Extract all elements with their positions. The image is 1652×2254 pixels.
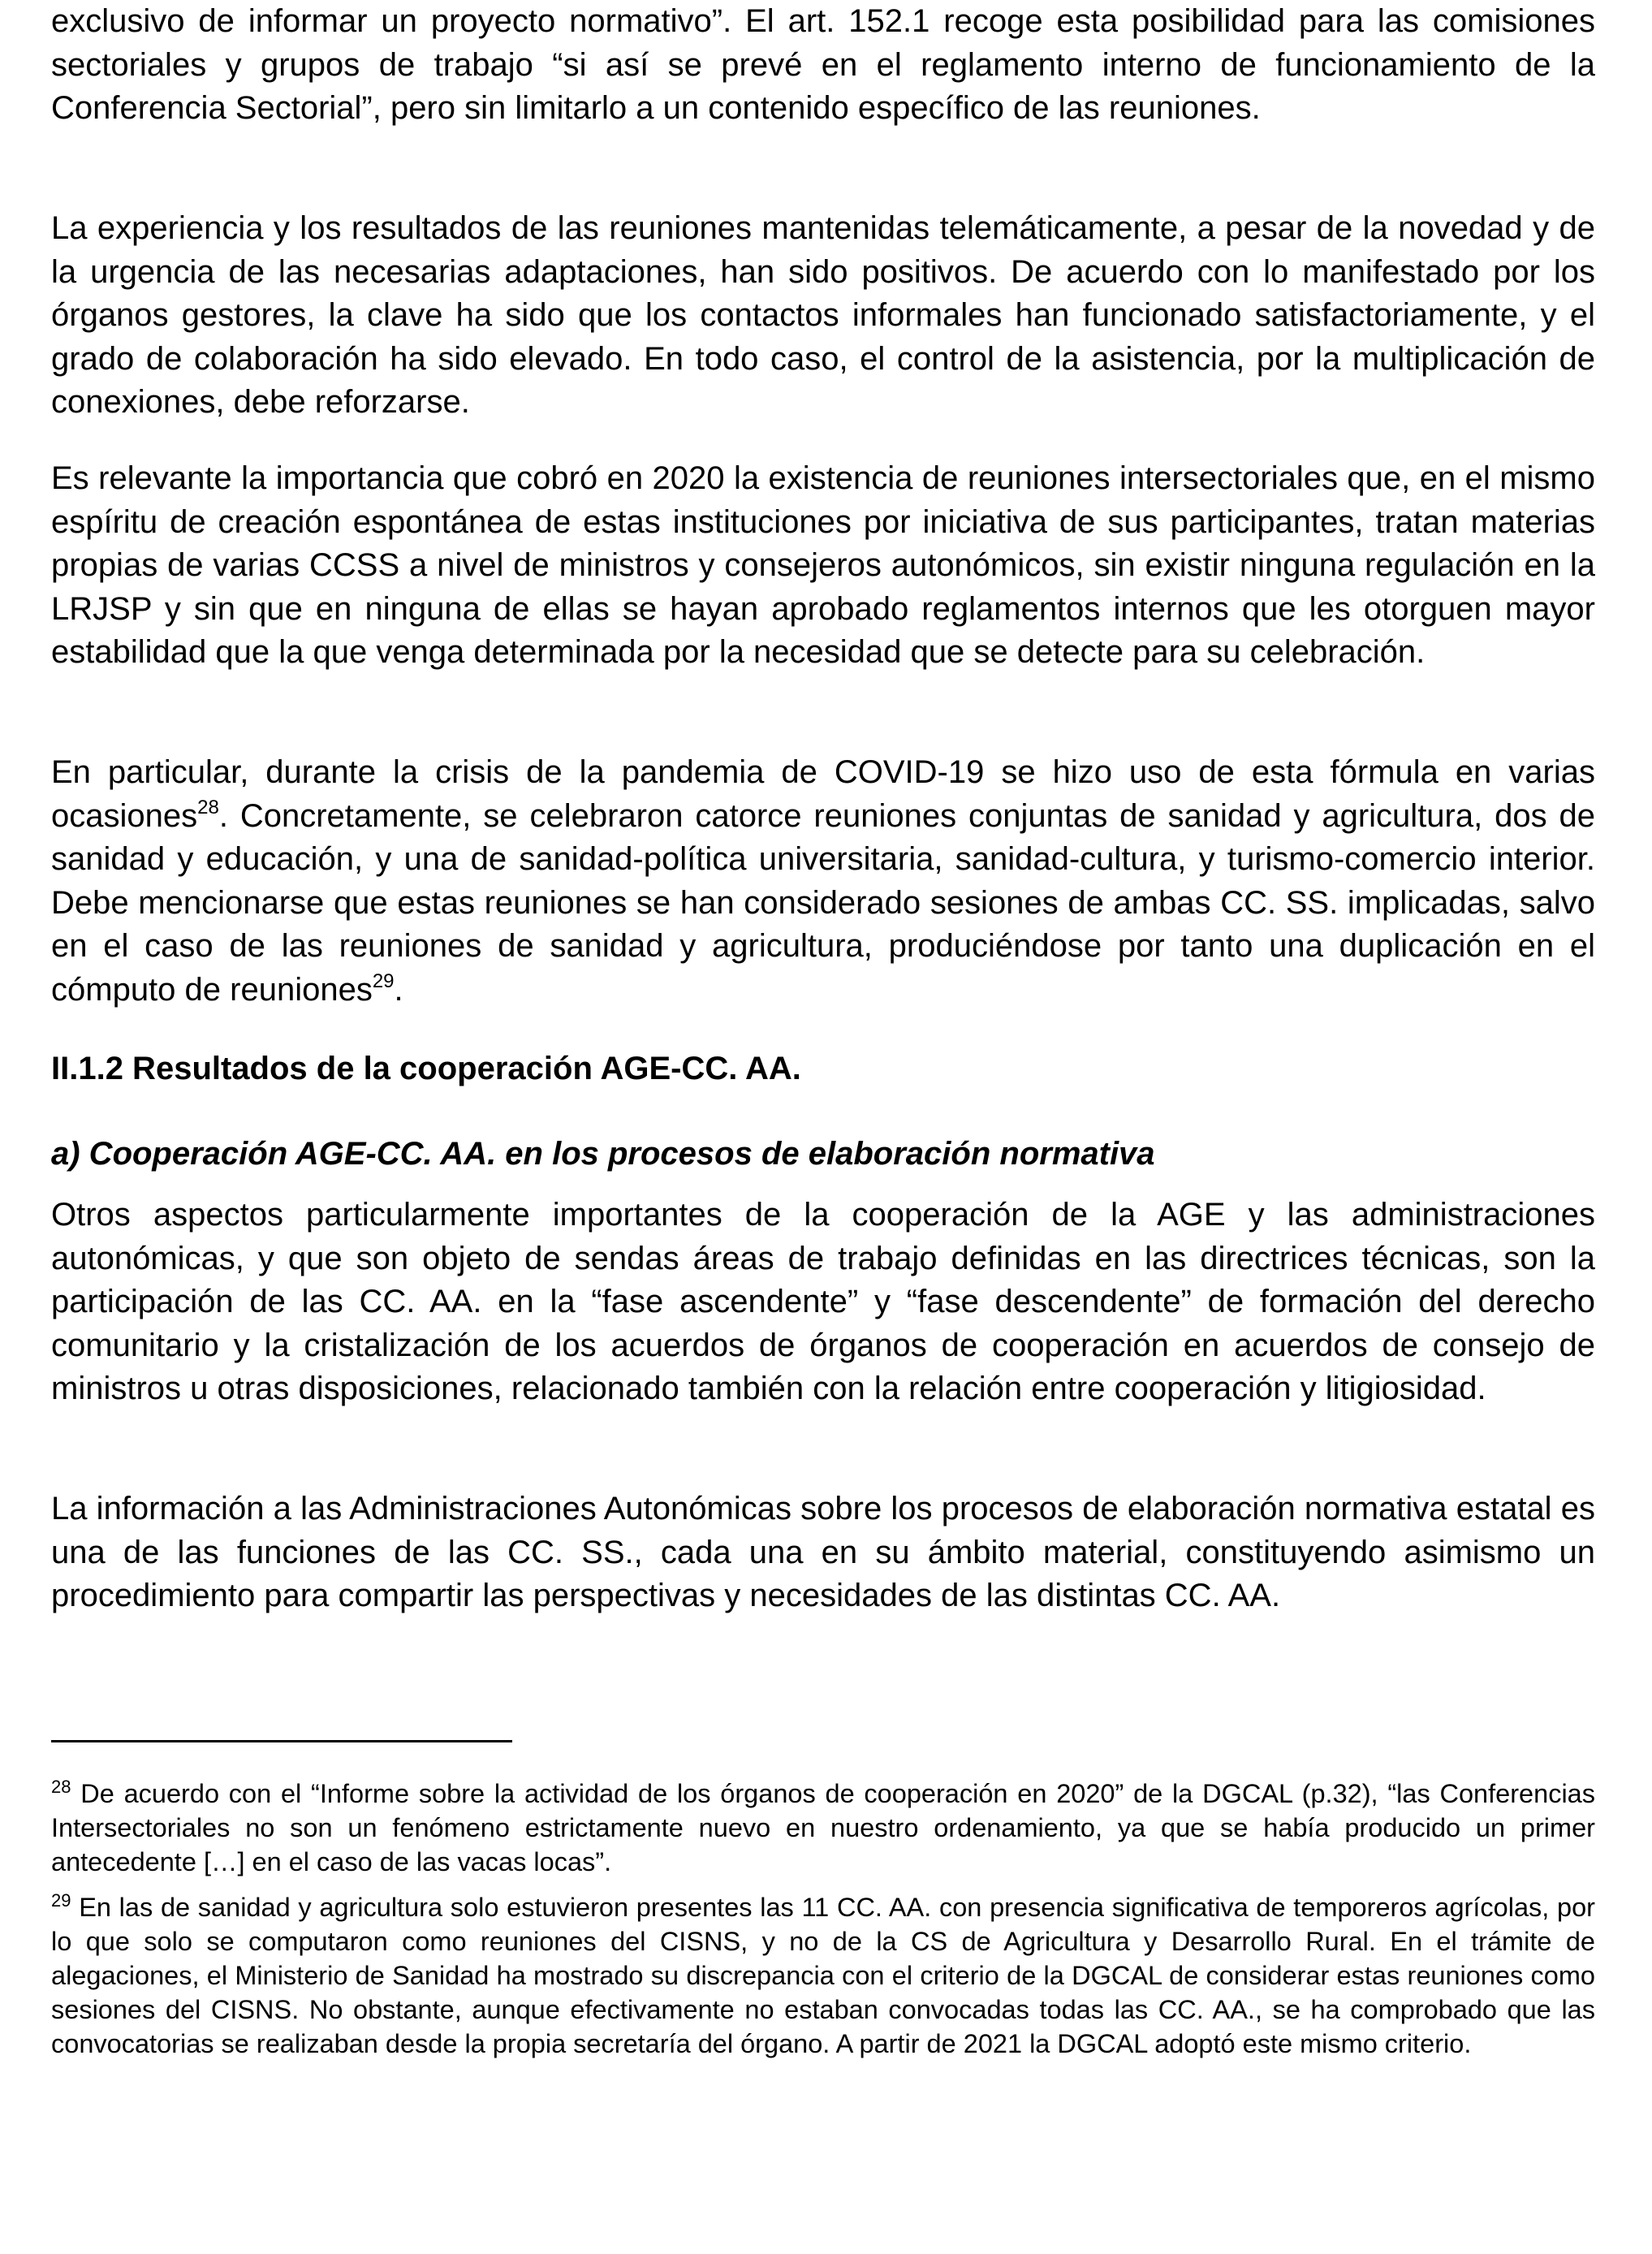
paragraph-text: En particular, durante la crisis de la pandemia de COVID-19 se hizo uso de esta fórmula en varias ocasiones <box>51 754 1595 834</box>
footnote-text <box>51 1890 1595 2061</box>
paragraph-5 <box>51 1194 1595 1411</box>
paragraph-text: . Concretamente, se celebraron catorce reuniones conjuntas de sanidad y agricultura, dos de sanidad y educación, y una de sanidad-política universitaria, sanidad-cultura, y turismo-comercio interior. Debe mencionarse que estas reuniones se han considerado sesiones de ambas CC. SS. implicadas, salvo en el caso de las reuniones de sanidad y agricultura, produciéndose por tanto una duplicación en el cómputo de reuniones <box>51 797 1595 1008</box>
subsection-heading: a) Cooperación AGE-CC. AA. en los procesos de elaboración normativa <box>51 1136 1155 1172</box>
paragraph-3 <box>51 457 1595 675</box>
footnote-body: En las de sanidad y agricultura solo estuvieron presentes las 11 CC. AA. con presencia significativa de temporeros agrícolas, por lo que solo se computaron como reuniones del CISNS, y no de la CS de Agricultura y Desarrollo Rural. En el trámite de alegaciones, el Ministerio de Sanidad ha mostrado su discrepancia con el criterio de la DGCAL de considerar estas reuniones como sesiones del CISNS. No obstante, aunque efectivamente no estaban convocadas todas las CC. AA., se ha comprobado que las convocatorias se realizaban desde la propia secretaría del órgano. A partir de 2021 la DGCAL adoptó este mismo criterio. <box>51 1893 1595 2058</box>
body-paragraph: La experiencia y los resultados de las reuniones mantenidas telemáticamente, a pesar de la novedad y de la urgencia de las necesarias adaptaciones, han sido positivos. De acuerdo con lo manifestado por los órganos gestores, la clave ha sido que los contactos informales han funcionado satisfactoriamente, y el grado de colaboración ha sido elevado. En todo caso, el control de la asistencia, por la multiplicación de conexiones, debe reforzarse. <box>51 210 1595 420</box>
body-paragraph: Otros aspectos particularmente importantes de la cooperación de la AGE y las administraciones autonómicas, y que son objeto de sendas áreas de trabajo definidas en las directrices técnicas, son la participación de las CC. AA. en la “fase ascendente” y “fase descendente” de formación del derecho comunitario y la cristalización de los acuerdos de órganos de cooperación en acuerdos de consejo de ministros u otras disposiciones, relacionado también con la relación entre cooperación y litigiosidad. <box>51 1197 1595 1406</box>
body-paragraph: La información a las Administraciones Autonómicas sobre los procesos de elaboración normativa estatal es una de las funciones de las CC. SS., cada una en su ámbito material, constituyendo asimismo un procedimiento para compartir las perspectivas y necesidades de las distintas CC. AA. <box>51 1491 1595 1613</box>
paragraph-2 <box>51 207 1595 425</box>
body-paragraph: exclusivo de informar un proyecto normativo”. El art. 152.1 recoge esta posibilidad para las comisiones sectoriales y grupos de trabajo “si así se prevé en el reglamento interno de funcionamiento de la Conferencia Sectorial”, pero sin limitarlo a un contenido específico de las reuniones. <box>51 3 1595 126</box>
body-paragraph <box>51 751 1595 1012</box>
paragraph-4 <box>51 751 1595 1012</box>
footnote-number: 28 <box>51 1777 71 1797</box>
section-heading: II.1.2 Resultados de la cooperación AGE-CC. AA. <box>51 1051 801 1086</box>
footnote-body: De acuerdo con el “Informe sobre la actividad de los órganos de cooperación en 2020” de la DGCAL (p.32), “las Conferencias Intersectoriales no son un fenómeno estrictamente nuevo en nuestro ordenamiento, ya que se había producido un primer antecedente […] en el caso de las vacas locas”. <box>51 1779 1595 1876</box>
footnote-28 <box>51 1777 1595 1879</box>
footnote-29 <box>51 1890 1595 2061</box>
paragraph-1 <box>51 0 1595 131</box>
paragraph-text: . <box>394 971 403 1008</box>
footnote-text <box>51 1777 1595 1879</box>
footnote-reference-28[interactable]: 28 <box>197 796 219 818</box>
paragraph-6 <box>51 1488 1595 1618</box>
footnote-separator <box>51 1740 512 1742</box>
footnote-number: 29 <box>51 1890 71 1911</box>
footnote-reference-29[interactable]: 29 <box>372 969 395 992</box>
body-paragraph: Es relevante la importancia que cobró en 2020 la existencia de reuniones intersectoriales que, en el mismo espíritu de creación espontánea de estas instituciones por iniciativa de sus participantes, tratan materias propias de varias CCSS a nivel de ministros y consejeros autonómicos, sin existir ninguna regulación en la LRJSP y sin que en ninguna de ellas se hayan aprobado reglamentos internos que les otorguen mayor estabilidad que la que venga determinada por la necesidad que se detecte para su celebración. <box>51 460 1595 670</box>
